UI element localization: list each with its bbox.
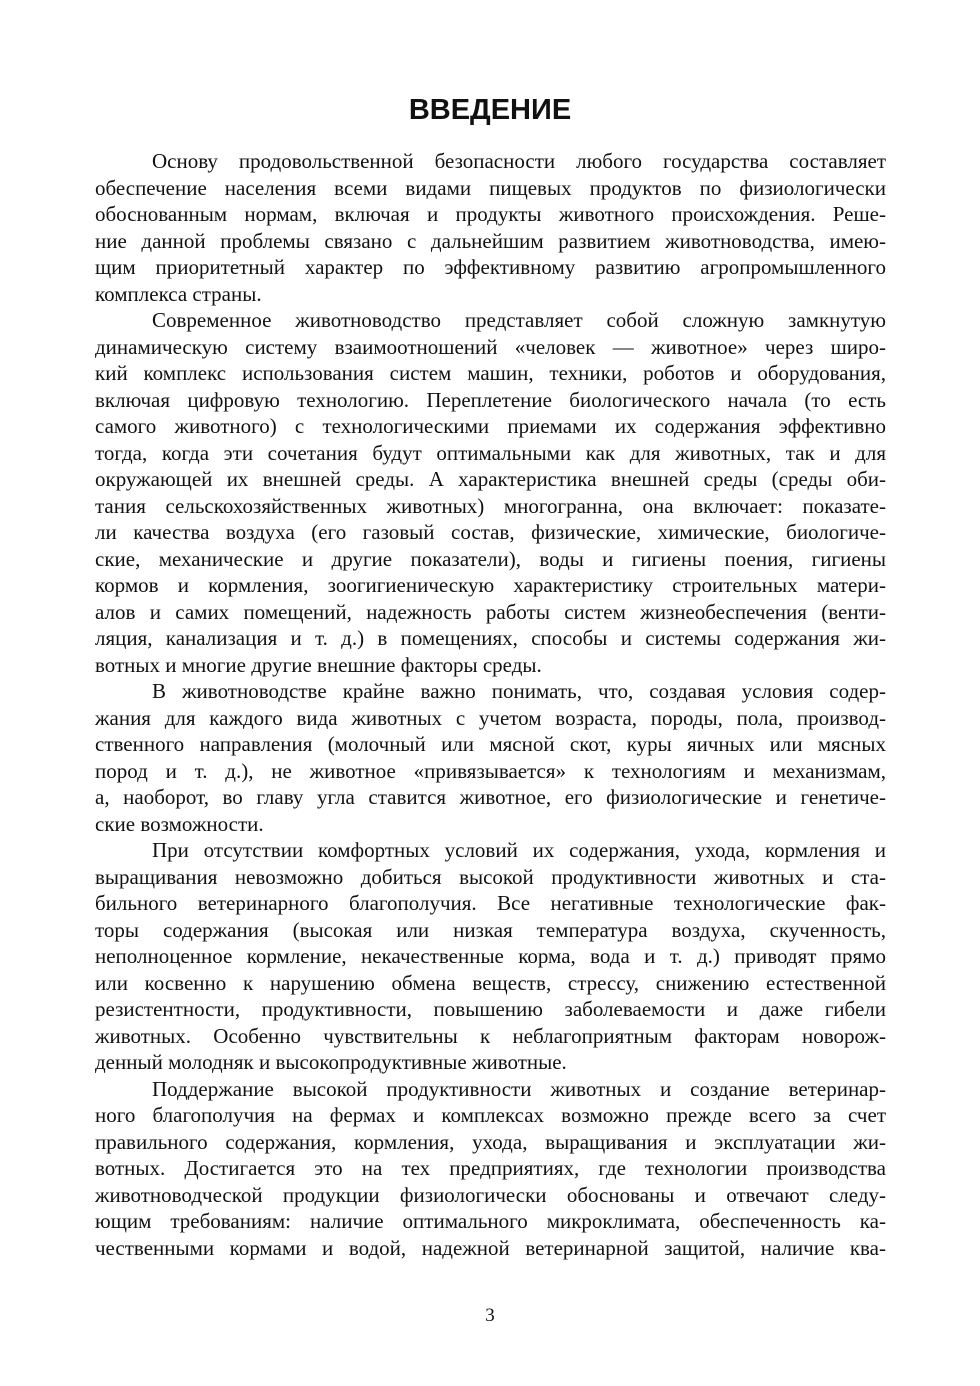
text-line: а, наоборот, во главу угла ставится животное, его физиологические и генетиче-	[95, 785, 886, 809]
text-line: денный молодняк и высокопродуктивные животные.	[95, 1050, 567, 1074]
text-line: тания сельскохозяйственных животных) многогранна, она включает: показате-	[95, 493, 886, 518]
body-text	[95, 148, 886, 1261]
text-line: животных. Особенно чувствительны к неблагоприятным факторам новорож-	[95, 1023, 886, 1048]
text-line: неполноценное кормление, некачественные корма, вода и т. д.) приводят прямо	[95, 944, 886, 968]
text-line: алов и самих помещений, надежность работы систем жизнеобеспечения (венти-	[95, 599, 886, 624]
text-line: ли качества воздуха (его газовый состав, физические, химические, биологиче-	[95, 520, 886, 544]
text-line: щим приоритетный характер по эффективному развитию агропромышленного	[95, 255, 886, 279]
text-line: торы содержания (высокая или низкая температура воздуха, скученность,	[95, 917, 886, 942]
text-line: резистентности, продуктивности, повышению заболеваемости и даже гибели	[95, 997, 886, 1021]
text-line: или косвенно к нарушению обмена веществ, стрессу, снижению естественной	[95, 970, 886, 995]
text-line: выращивания невозможно добиться высокой продуктивности животных и ста-	[95, 864, 886, 889]
page-number: 3	[485, 1305, 495, 1326]
text-line: вотных. Достигается это на тех предприятиях, где технологии производства	[95, 1156, 886, 1180]
paragraph	[95, 678, 886, 837]
text-line: Основу продовольственной безопасности любого государства составляет	[152, 149, 886, 173]
text-line: ственного направления (молочный или мясной скот, куры яичных или мясных	[95, 732, 886, 756]
text-line: тогда, когда эти сочетания будут оптимальными как для животных, так и для	[95, 440, 886, 465]
text-line: кормов и кормления, зоогигиеническую характеристику строительных матери-	[95, 573, 886, 597]
text-line: животноводческой продукции физиологически обоснованы и отвечают следу-	[95, 1182, 886, 1207]
text-line: жания для каждого вида животных с учетом возраста, породы, пола, производ-	[95, 705, 886, 730]
paragraph	[95, 1076, 886, 1262]
text-line: комплекса страны.	[95, 281, 262, 306]
text-line: самого животного) с технологическими приемами их содержания эффективно	[95, 414, 886, 438]
text-line: окружающей их внешней среды. А характеристика внешней среды (среды оби-	[95, 467, 886, 491]
text-line: В животноводстве крайне важно понимать, что, создавая условия содер-	[152, 679, 886, 703]
page-title: ВВЕДЕНИЕ	[408, 94, 572, 126]
text-line: обоснованным нормам, включая и продукты животного происхождения. Реше-	[95, 202, 886, 226]
text-line: бильного ветеринарного благополучия. Все негативные технологические фак-	[95, 891, 886, 915]
text-line: ские возможности.	[95, 811, 264, 836]
text-line: ющим требованиям: наличие оптимального микроклимата, обеспеченность ка-	[95, 1209, 886, 1233]
text-line: обеспечение населения всеми видами пищевых продуктов по физиологически	[95, 175, 886, 200]
paragraph	[95, 837, 886, 1076]
paragraph	[95, 148, 886, 307]
text-line: правильного содержания, кормления, ухода, выращивания и эксплуатации жи-	[95, 1129, 886, 1154]
text-line: чественными кормами и водой, надежной ветеринарной защитой, наличие ква-	[95, 1235, 886, 1260]
text-line: пород и т. д.), не животное «привязывается» к технологиям и механизмам,	[95, 758, 886, 783]
text-line: кий комплекс использования систем машин, техники, роботов и оборудования,	[95, 361, 886, 385]
text-line: Современное животноводство представляет собой сложную замкнутую	[152, 308, 886, 332]
text-line: ние данной проблемы связано с дальнейшим развитием животноводства, имею-	[95, 228, 886, 253]
text-line: ного благополучия на фермах и комплексах возможно прежде всего за счет	[95, 1103, 886, 1127]
text-line: динамическую систему взаимоотношений «человек — животное» через широ-	[95, 334, 886, 359]
text-line: Поддержание высокой продуктивности животных и создание ветеринар-	[152, 1076, 886, 1101]
paragraph	[95, 307, 886, 678]
text-line: включая цифровую технологию. Переплетение биологического начала (то есть	[95, 387, 886, 412]
text-line: вотных и многие другие внешние факторы среды.	[95, 652, 542, 677]
text-line: При отсутствии комфортных условий их содержания, ухода, кормления и	[152, 838, 886, 862]
text-line: ляция, канализация и т. д.) в помещениях, способы и системы содержания жи-	[95, 626, 886, 650]
text-line: ские, механические и другие показатели), воды и гигиены поения, гигиены	[95, 546, 886, 571]
